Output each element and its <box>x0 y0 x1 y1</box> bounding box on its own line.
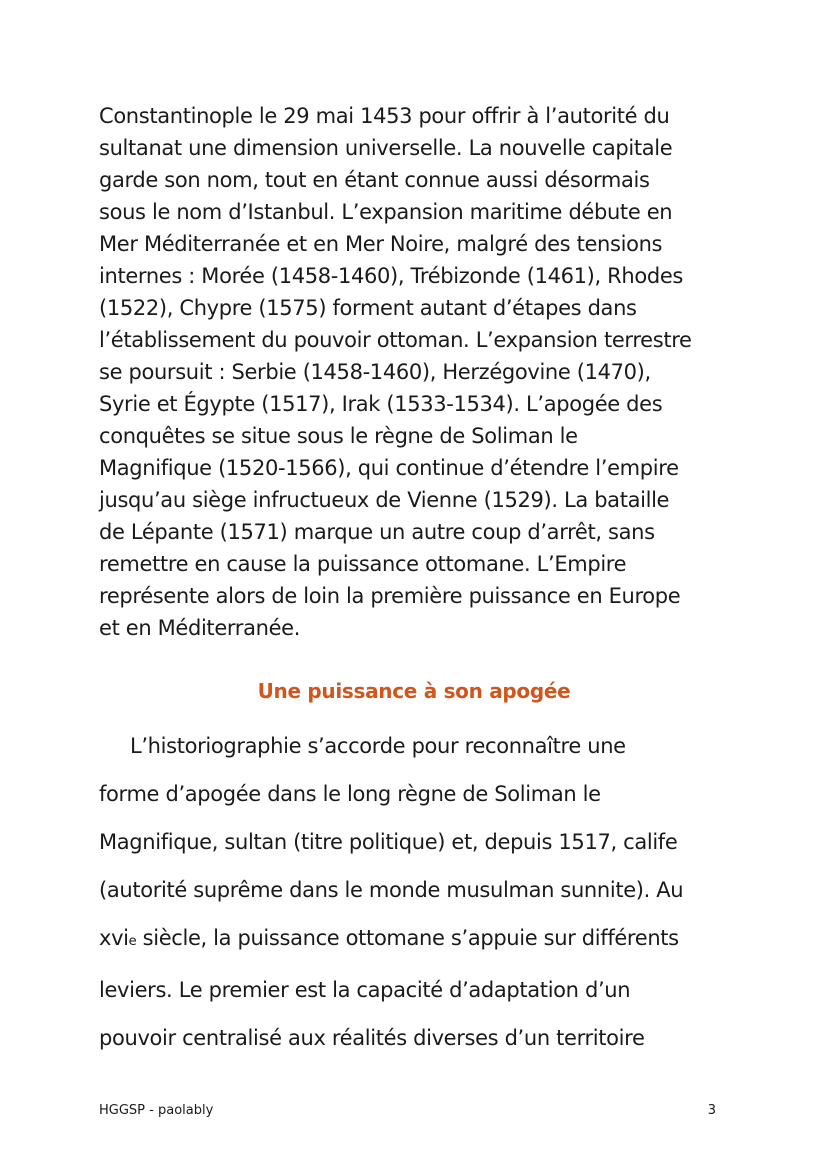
section-heading: Une puissance à son apogée <box>257 679 571 703</box>
text-line: forme d’apogée dans le long règne de Soliman le <box>99 782 601 806</box>
text-line: remettre en cause la puissance ottomane. L’Empire <box>99 552 627 576</box>
paragraph-apogee <box>99 722 739 1062</box>
text-line: leviers. Le premier est la capacité d’adaptation d’un <box>99 978 631 1002</box>
text-line: Mer Méditerranée et en Mer Noire, malgré des tensions <box>99 232 663 256</box>
paragraph-conquests <box>99 100 739 644</box>
text-line: jusqu’au siège infructueux de Vienne (1529). La bataille <box>99 488 670 512</box>
text-line: Syrie et Égypte (1517), Irak (1533-1534). L’apogée des <box>99 392 663 416</box>
text-line: l’établissement du pouvoir ottoman. L’expansion terrestre <box>99 328 692 352</box>
text-line: sous le nom d’Istanbul. L’expansion maritime débute en <box>99 200 673 224</box>
text-line: représente alors de loin la première puissance en Europe <box>99 584 681 608</box>
text-line: Magnifique (1520-1566), qui continue d’étendre l’empire <box>99 456 679 480</box>
text-line: (autorité suprême dans le monde musulman sunnite). Au <box>99 878 684 902</box>
text-line: et en Méditerranée. <box>99 616 301 640</box>
text-line: sultanat une dimension universelle. La nouvelle capitale <box>99 136 673 160</box>
text-line: L’historiographie s’accorde pour reconnaître une <box>130 734 626 758</box>
century-suffix: e <box>128 934 137 949</box>
text-line: (1522), Chypre (1575) forment autant d’étapes dans <box>99 296 637 320</box>
text-line: se poursuit : Serbie (1458-1460), Herzégovine (1470), <box>99 360 651 384</box>
text-line: Magnifique, sultan (titre politique) et, depuis 1517, calife <box>99 830 678 854</box>
century-rest: siècle, la puissance ottomane s’appuie sur différents <box>136 926 679 950</box>
text-line: garde son nom, tout en étant connue aussi désormais <box>99 168 650 192</box>
text-line: pouvoir centralisé aux réalités diverses d’un territoire <box>99 1026 645 1050</box>
text-line: conquêtes se situe sous le règne de Soliman le <box>99 424 578 448</box>
footer-label: HGGSP - paolably <box>99 1103 214 1118</box>
text-line <box>99 914 739 966</box>
text-line: internes : Morée (1458-1460), Trébizonde (1461), Rhodes <box>99 264 683 288</box>
century-numeral: xvi <box>99 926 129 950</box>
text-line: de Lépante (1571) marque un autre coup d’arrêt, sans <box>99 520 655 544</box>
page-number: 3 <box>707 1103 716 1118</box>
text-line: Constantinople le 29 mai 1453 pour offrir à l’autorité du <box>99 104 670 128</box>
